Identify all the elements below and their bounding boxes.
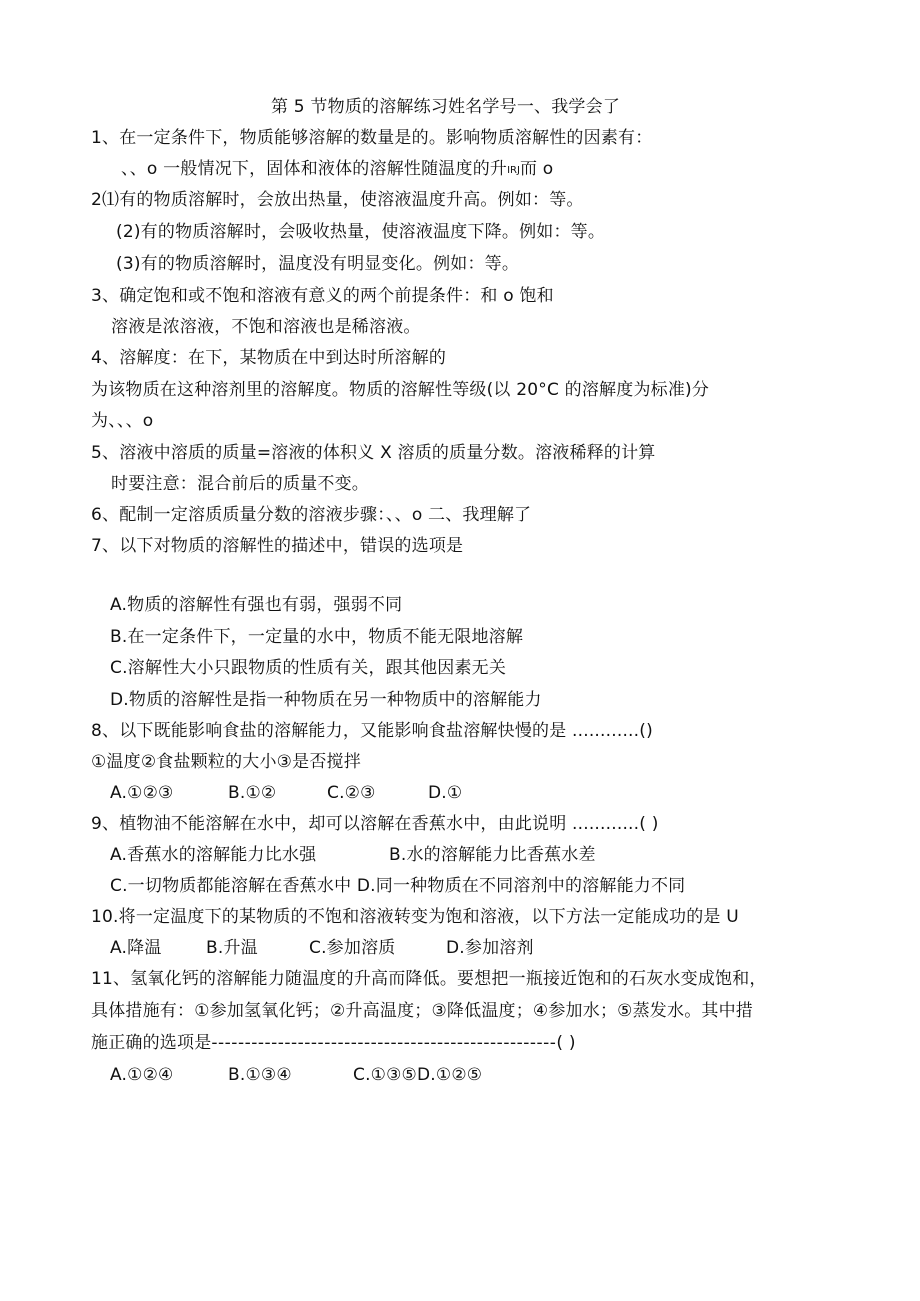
question-7-option-c: C.溶解性大小只跟物质的性质有关，跟其他因素无关 <box>110 658 507 678</box>
question-8-conditions: ①温度②食盐颗粒的大小③是否搅拌 <box>91 752 361 772</box>
question-11-options-c-d: C.①③⑤D.①②⑤ <box>353 1065 483 1085</box>
question-10-option-d: D.参加溶剂 <box>446 938 534 958</box>
question-11-line-3 <box>91 1032 576 1054</box>
question-1-line-2-text: 、、o 一般情况下，固体和液体的溶解性随温度的升 <box>121 159 508 179</box>
question-4-line-2: 为该物质在这种溶剂里的溶解度。物质的溶解性等级(以 20°C 的溶解度为标准)分 <box>91 380 710 400</box>
question-10: 10.将一定温度下的某物质的不饱和溶液转变为饱和溶液，以下方法一定能成功的是 U <box>91 907 739 927</box>
question-5-line-1: 5、溶液中溶质的质量=溶液的体积义 X 溶质的质量分数。溶液稀释的计算 <box>91 443 656 463</box>
question-8: 8、以下既能影响食盐的溶解能力，又能影响食盐溶解快慢的是 ............() <box>91 721 653 741</box>
question-1-line-2-small-text: IRJ <box>507 165 520 176</box>
question-7-option-d: D.物质的溶解性是指一种物质在另一种物质中的溶解能力 <box>110 690 542 710</box>
question-4-line-3: 为、、、o <box>91 411 154 431</box>
question-7-option-b: B.在一定条件下，一定量的水中，物质不能无限地溶解 <box>110 627 524 647</box>
question-8-option-c: C.②③ <box>327 783 376 803</box>
question-7-option-a: A.物质的溶解性有强也有弱，强弱不同 <box>110 595 403 615</box>
question-8-option-d: D.① <box>428 783 463 803</box>
question-1-line-1: 1、在一定条件下，物质能够溶解的数量是的。影响物质溶解性的因素有： <box>91 128 653 148</box>
question-11-dash-leader: ---------------------------------------------------- <box>211 1033 557 1053</box>
question-11-line-3-text: 施正确的选项是 <box>91 1033 212 1053</box>
question-9: 9、植物油不能溶解在水中，却可以溶解在香蕉水中，由此说明 ............( ) <box>91 814 659 834</box>
question-4-line-1: 4、溶解度：在下，某物质在中到达时所溶解的 <box>91 348 447 368</box>
question-7: 7、以下对物质的溶解性的描述中，错误的选项是 <box>91 536 464 556</box>
question-11-line-2: 具体措施有：①参加氢氧化钙；②升高温度；③降低温度；④参加水；⑤蒸发水。其中措 <box>91 1001 753 1021</box>
page-title: 第 5 节物质的溶解练习姓名学号一、我学会了 <box>271 97 621 117</box>
question-11-option-b: B.①③④ <box>228 1065 292 1085</box>
question-1-line-2-end: 而 o <box>519 159 554 179</box>
question-9-options-c-d: C.一切物质都能溶解在香蕉水中 D.同一种物质在不同溶剂中的溶解能力不同 <box>110 876 686 896</box>
question-6: 6、配制一定溶质质量分数的溶液步骤：、、o 二、我理解了 <box>91 505 532 525</box>
question-2-line-1: 2⑴有的物质溶解时，会放出热量，使溶液温度升高。例如：等。 <box>91 190 584 210</box>
question-9-option-b: B.水的溶解能力比香蕉水差 <box>389 845 596 865</box>
question-8-option-b: B.①② <box>228 783 277 803</box>
question-10-option-b: B.升温 <box>206 938 258 958</box>
question-10-option-c: C.参加溶质 <box>309 938 396 958</box>
question-3-line-1: 3、确定饱和或不饱和溶液有意义的两个前提条件：和 o 饱和 <box>91 286 554 306</box>
question-5-line-2: 时要注意：混合前后的质量不变。 <box>111 474 369 494</box>
question-8-option-a: A.①②③ <box>110 783 174 803</box>
question-11-line-1: 11、氢氧化钙的溶解能力随温度的升高而降低。要想把一瓶接近饱和的石灰水变成饱和， <box>91 969 767 989</box>
question-2-line-3: (3)有的物质溶解时，温度没有明显变化。例如：等。 <box>116 254 520 274</box>
question-1-line-2 <box>121 158 553 182</box>
question-11-answer-parens: ( ) <box>556 1033 576 1053</box>
question-11-option-a: A.①②④ <box>110 1065 174 1085</box>
question-2-line-2: (2)有的物质溶解时，会吸收热量，使溶液温度下降。例如：等。 <box>116 222 606 242</box>
question-9-option-a: A.香蕉水的溶解能力比水强 <box>110 845 317 865</box>
question-3-line-2: 溶液是浓溶液，不饱和溶液也是稀溶液。 <box>111 317 421 337</box>
question-10-option-a: A.降温 <box>110 938 162 958</box>
